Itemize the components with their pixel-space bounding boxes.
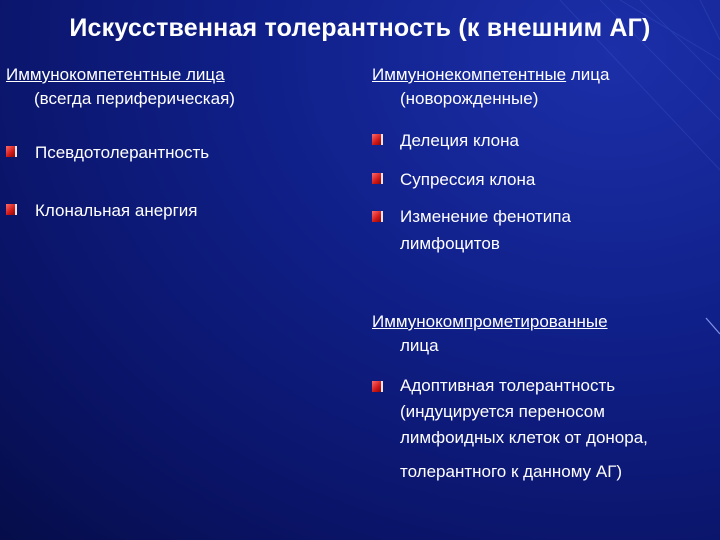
bullet-icon: [372, 211, 383, 222]
left-item-anergy: Клональная анергия: [35, 201, 198, 220]
right-item-adoptive-line3: лимфоидных клеток от донора,: [400, 428, 648, 447]
left-item-pseudotolerance: Псевдотолерантность: [35, 143, 210, 162]
bullet-icon: [372, 134, 383, 145]
right-item-phenotype-line2: лимфоцитов: [400, 234, 500, 253]
right-item-adoptive-line1: Адоптивная толерантность: [400, 376, 616, 395]
right-heading-1: [372, 63, 712, 111]
slide-title: Искусственная толерантность (к внешним АГ): [69, 14, 651, 42]
bullet-icon: [372, 173, 383, 184]
right-item-suppression: Супрессия клона: [400, 170, 536, 189]
right-item-adoptive-line2: (индуцируется переносом: [400, 402, 605, 421]
left-heading-line1: Иммунокомпетентные лица: [6, 65, 225, 84]
right-item-adoptive: [400, 373, 648, 485]
right-heading-1-line2: (новорожденные): [400, 89, 539, 108]
right-heading-2-line2: лица: [400, 336, 439, 355]
right-heading-2-line1: Иммунокомпрометированные: [372, 312, 608, 331]
right-item-adoptive-line4: толерантного к данному АГ): [400, 462, 623, 481]
right-heading-1-rest: лица: [566, 65, 610, 84]
right-heading-2: [372, 310, 712, 358]
left-heading-line2: (всегда периферическая): [34, 89, 235, 108]
right-item-phenotype: [400, 203, 571, 257]
left-heading: [6, 63, 306, 111]
right-heading-1-underlined: Иммунонекомпетентные: [372, 65, 567, 84]
bullet-icon: [372, 381, 383, 392]
bullet-icon: [6, 146, 17, 157]
right-item-phenotype-line1: Изменение фенотипа: [400, 207, 571, 226]
bullet-icon: [6, 204, 17, 215]
right-heading-1-line1: [372, 63, 712, 87]
right-item-deletion: Делеция клона: [400, 131, 519, 150]
